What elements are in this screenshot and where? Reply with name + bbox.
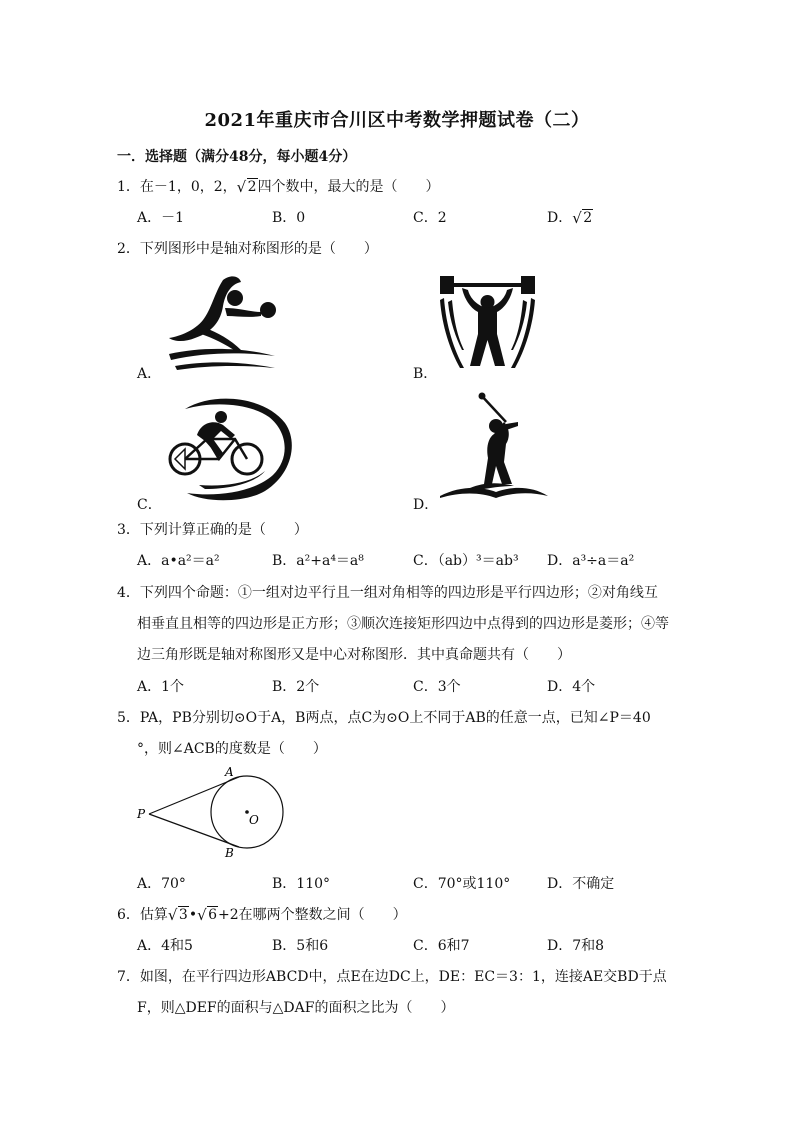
sqrt-symbol: √ 2 <box>238 179 258 195</box>
q6-option-b[interactable]: B．5和6 <box>272 938 329 954</box>
q5-option-a[interactable]: A．70° <box>137 876 186 892</box>
question-5-line-1: 5．PA，PB分别切⊙O于A，B两点，点C为⊙O上不同于AB的任意一点，已知∠P＝40 <box>117 710 651 726</box>
q6-option-a[interactable]: A．4和5 <box>137 938 193 954</box>
q4-option-c[interactable]: C．3个 <box>413 679 461 695</box>
q2-option-a[interactable]: A． <box>137 366 162 382</box>
q2-option-d[interactable]: D． <box>413 497 439 513</box>
question-7-line-1: 7．如图，在平行四边形ABCD中，点E在边DC上，DE：EC＝3：1，连接AE交BD于点 <box>117 969 667 985</box>
q3-option-c[interactable]: C．（ab）³＝ab³ <box>413 553 519 569</box>
golfer-icon <box>440 392 550 502</box>
q3-option-d[interactable]: D．a³÷a＝a² <box>547 553 635 569</box>
q2-option-b[interactable]: B． <box>413 366 438 382</box>
question-5-line-2: °，则∠ACB的度数是（ ） <box>137 741 327 757</box>
question-4-line-3: 边三角形既是轴对称图形又是中心对称图形．其中真命题共有（ ） <box>137 647 571 663</box>
question-3-stem: 3．下列计算正确的是（ ） <box>117 522 308 538</box>
q5-option-d[interactable]: D．不确定 <box>547 876 615 892</box>
q3-option-b[interactable]: B．a²+a⁴＝a⁸ <box>272 553 364 569</box>
question-7-line-2: F，则△DEF的面积与△DAF的面积之比为（ ） <box>137 1000 455 1016</box>
question-6-stem: 6．估算√ 3•√ 6+2在哪两个整数之间（ ） <box>117 904 407 924</box>
tangent-circle-figure <box>135 762 295 862</box>
q5-option-c[interactable]: C．70°或110° <box>413 876 511 892</box>
q1-option-a[interactable]: A．－1 <box>137 210 185 226</box>
section-heading: 一．选择题（满分48分，每小题4分） <box>117 149 357 165</box>
weightlifter-icon <box>440 276 535 372</box>
label-p: P <box>137 807 146 821</box>
question-4-line-2: 相垂直且相等的四边形是正方形；③顺次连接矩形四边中点得到的四边形是菱形；④等 <box>137 616 669 632</box>
cyclist-icon <box>165 395 295 503</box>
q6-option-c[interactable]: C．6和7 <box>413 938 470 954</box>
q6-option-d[interactable]: D．7和8 <box>547 938 605 954</box>
q4-option-a[interactable]: A．1个 <box>137 679 185 695</box>
q3-option-a[interactable]: A．a•a²＝a² <box>137 553 220 569</box>
question-4-line-1: 4．下列四个命题：①一组对边平行且一组对角相等的四边形是平行四边形；②对角线互 <box>117 585 658 601</box>
label-o: O <box>249 813 259 827</box>
q2-option-c[interactable]: C． <box>137 497 162 513</box>
q4-option-d[interactable]: D．4个 <box>547 679 596 695</box>
q1-option-c[interactable]: C．2 <box>413 210 447 226</box>
q4-option-b[interactable]: B．2个 <box>272 679 320 695</box>
label-b: B <box>225 846 234 860</box>
question-1-stem: 1．在－1，0，2，√ 2四个数中，最大的是（ ） <box>117 176 440 196</box>
question-2-stem: 2．下列图形中是轴对称图形的是（ ） <box>117 241 378 257</box>
label-a: A <box>225 765 234 779</box>
q5-option-b[interactable]: B．110° <box>272 876 331 892</box>
q1-option-b[interactable]: B．0 <box>272 210 306 226</box>
page-title: 2021年重庆市合川区中考数学押题试卷（二） <box>204 110 590 131</box>
q1-option-d[interactable]: D．√ 2 <box>547 207 593 227</box>
volleyball-player-icon <box>165 272 280 372</box>
